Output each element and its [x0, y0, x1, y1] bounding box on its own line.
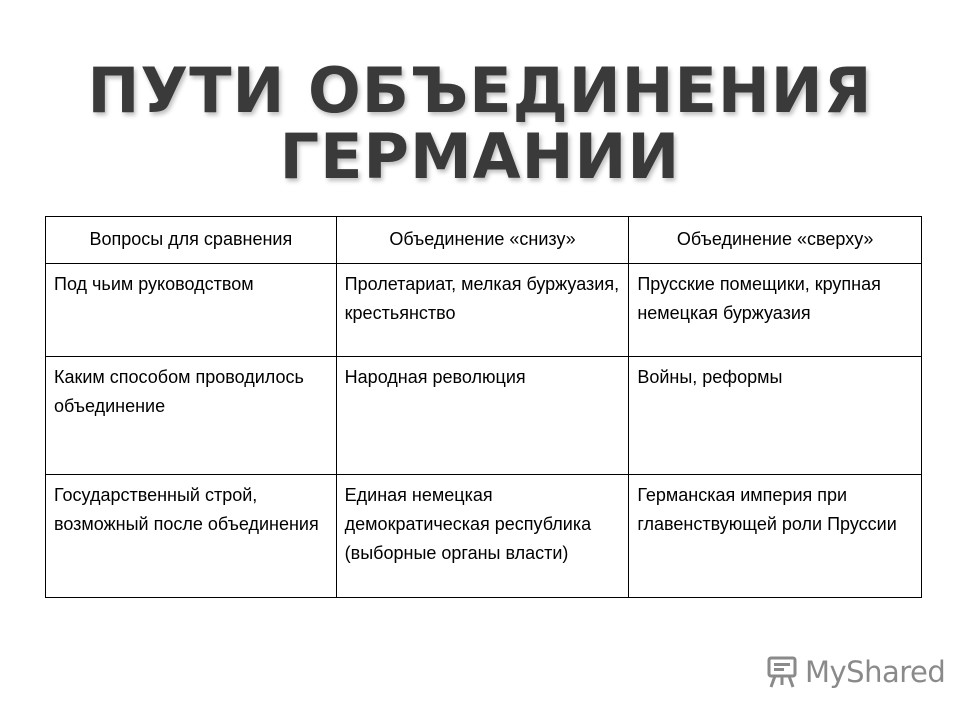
table-cell: Прусские помещики, крупная немецкая буржуазия — [629, 264, 922, 357]
slide-title-line-2: ГЕРМАНИИ — [279, 120, 681, 193]
table-cell: Каким способом проводилось объединение — [46, 357, 337, 475]
table-row — [46, 357, 922, 475]
table-cell: Единая немецкая демократическая республика (выборные органы власти) — [336, 475, 629, 598]
table-header-row — [46, 217, 922, 264]
comparison-table — [45, 216, 922, 598]
slide-title — [0, 54, 960, 193]
header-cell-from-below: Объединение «снизу» — [336, 217, 629, 264]
presentation-board-icon — [765, 655, 799, 689]
header-cell-questions: Вопросы для сравнения — [46, 217, 337, 264]
watermark-text: MyShared — [805, 655, 946, 689]
table-row — [46, 475, 922, 598]
table-cell: Под чьим руководством — [46, 264, 337, 357]
slide-title-line-1: ПУТИ ОБЪЕДИНЕНИЯ — [87, 54, 873, 127]
table-cell: Народная революция — [336, 357, 629, 475]
table-row — [46, 264, 922, 357]
table-cell: Пролетариат, мелкая буржуазия, крестьянство — [336, 264, 629, 357]
table-cell: Войны, реформы — [629, 357, 922, 475]
header-cell-from-above: Объединение «сверху» — [629, 217, 922, 264]
table-cell: Государственный строй, возможный после объединения — [46, 475, 337, 598]
table-cell: Германская империя при главенствующей роли Пруссии — [629, 475, 922, 598]
myshared-watermark — [765, 655, 945, 689]
